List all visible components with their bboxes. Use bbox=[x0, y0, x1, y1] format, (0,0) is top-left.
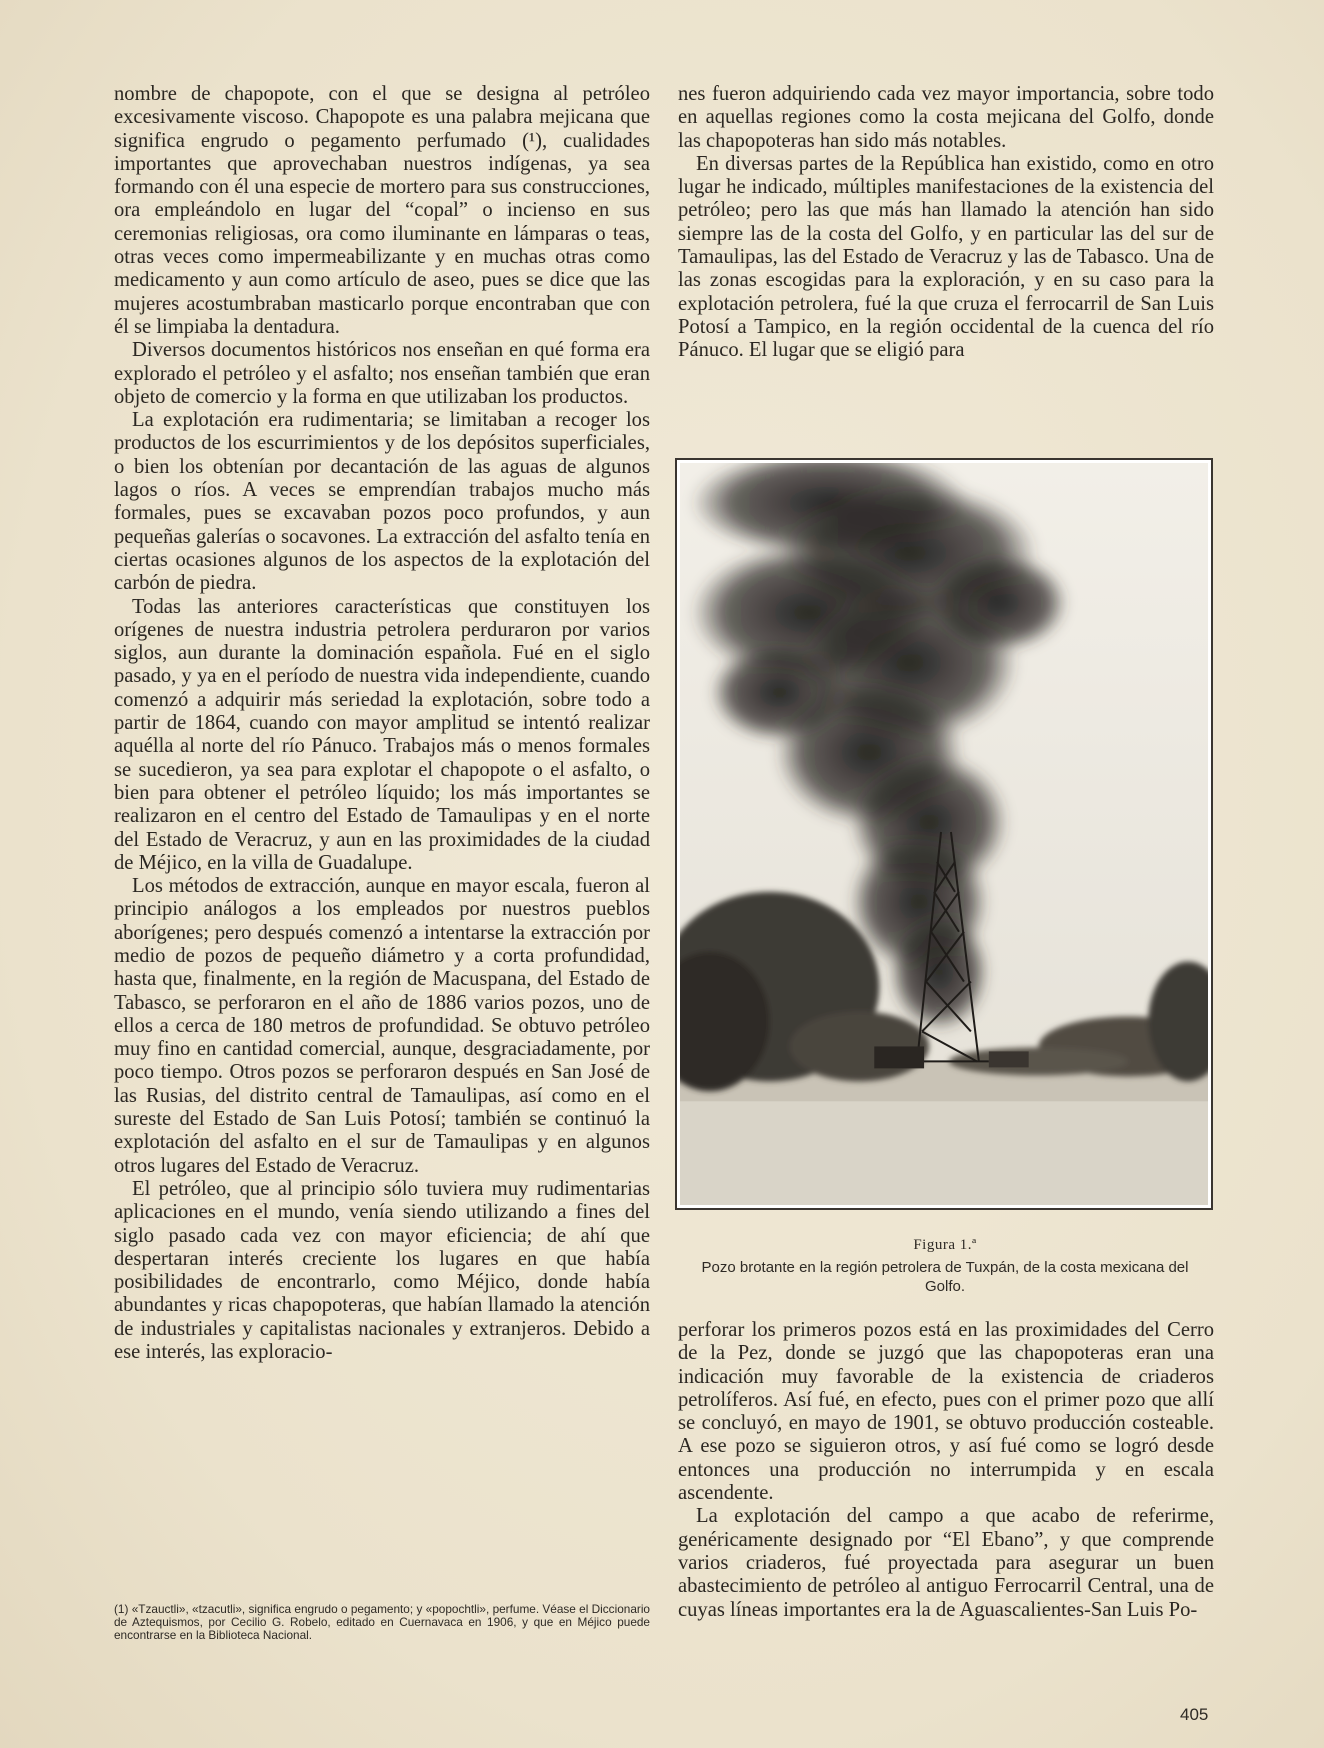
oil-gusher-photo bbox=[680, 463, 1208, 1205]
paragraph: La explotación del campo a que acabo de referirme, genéricamente designado por “El Ebano”, y que comprende varios criaderos, fué proyectada para asegurar un buen abastecimiento de petróleo al antiguo Ferrocarril Central, una de cuyas líneas importantes era la de Aguascalientes-San Luis Po- bbox=[678, 1505, 1214, 1621]
figure-caption bbox=[676, 1237, 1214, 1296]
page-number: 405 bbox=[1180, 1705, 1209, 1724]
right-column-top bbox=[678, 83, 1214, 363]
left-column bbox=[114, 83, 650, 1364]
paragraph: La explotación era rudimentaria; se limitaban a recoger los productos de los escurrimientos y de los depósitos superficiales, o bien los obtenían por decantación de las aguas de algunos lagos o ríos. A veces se emprendían trabajos mucho más formales, pues se excavaban pozos poco profundos, y aun pequeñas galerías o socavones. La extracción del asfalto tenía en ciertas ocasiones algunos de los aspectos de la explotación del carbón de piedra. bbox=[114, 409, 650, 595]
paragraph: El petróleo, que al principio sólo tuviera muy rudimentarias aplicaciones en el mundo, venía siendo utilizando a fines del siglo pasado cada vez con mayor eficiencia; de ahí que despertaran interés creciente los lugares en que había posibilidades de encontrarlo, como Méjico, donde había abundantes y ricas chapopoteras, que habían llamado la atención de industriales y capitalistas nacionales y extranjeros. Debido a ese interés, las exploracio- bbox=[114, 1177, 650, 1364]
figure-title: Figura 1.ª bbox=[913, 1237, 977, 1253]
paragraph: Los métodos de extracción, aunque en mayor escala, fueron al principio análogos a los empleados por nuestros pueblos aborígenes; pero después comenzó a intentarse la extracción por medio de pozos de pequeño diámetro y a corta profundidad, hasta que, finalmente, en la región de Macuspana, del Estado de Tabasco, se perforaron en el año de 1886 varios pozos, uno de ellos a cerca de 180 metros de profundidad. Se obtuvo petróleo muy fino en cantidad comercial, aunque, desgraciadamente, por poco tiempo. Otros pozos se perforaron después en San José de las Rusias, del distrito central de Tamaulipas, así como en el sureste del Estado de San Luis Potosí; también se continuó la explotación del asfalto en el sur de Tamaulipas y en algunos otros lugares del Estado de Veracruz. bbox=[114, 875, 650, 1177]
figure-caption-text: Pozo brotante en la región petrolera de Tuxpán, de la costa mexicana del Golfo. bbox=[701, 1259, 1189, 1295]
paragraph: En diversas partes de la República han existido, como en otro lugar he indicado, múltiples manifestaciones de la existencia del petróleo; pero las que más han llamado la atención han sido siempre las de la costa del Golfo, y en particular las del sur de Tamaulipas, las del Estado de Veracruz y las de Tabasco. Una de las zonas escogidas para la exploración, y en su caso para la explotación petrolera, fué la que cruza el ferrocarril de San Luis Potosí a Tampico, en la región occidental de la cuenca del río Pánuco. El lugar que se eligió para bbox=[678, 152, 1214, 362]
paragraph: nombre de chapopote, con el que se designa al petróleo excesivamente viscoso. Chapopote es una palabra mejicana que significa engrudo o pegamento perfumado (¹), cualidades importantes que aprovechaban nuestros indígenas, ya sea formando con él una especie de mortero para sus construcciones, ora empleándolo en lugar del “copal” o incienso en sus ceremonias religiosas, ora como iluminante en lámparas o teas, otras veces como impermeabilizante y en muchas otras como medicamento y aun como artículo de aseo, pues se dice que las mujeres acostumbraban masticarlo porque encontraban que con él se limpiaba la dentadura. bbox=[114, 83, 650, 338]
footnote: (1) «Tzauctli», «tzacutli», significa engrudo o pegamento; y «popochtli», perfume. Véase el Diccionario de Aztequismos, por Cecilio G. Robelo, editado en Cuernavaca en 1906, y que en Méjico puede encontrarse en la Biblioteca Nacional. bbox=[114, 1602, 650, 1643]
right-column-bottom bbox=[678, 1319, 1214, 1622]
paragraph: Todas las anteriores características que constituyen los orígenes de nuestra industria petrolera perduraron por varios siglos, aun durante la dominación española. Fué en el siglo pasado, y ya en el período de nuestra vida independiente, cuando comenzó a adquirir más seriedad la explotación, sobre todo a partir de 1864, cuando con mayor amplitud se intentó realizar aquélla al norte del río Pánuco. Trabajos más o menos formales se sucedieron, ya sea para explotar el chapopote o el asfalto, o bien para obtener el petróleo líquido; los más importantes se realizaron en el centro del Estado de Tamaulipas y en el norte del Estado de Veracruz, y aun en las proximidades de la ciudad de Méjico, en la villa de Guadalupe. bbox=[114, 595, 650, 874]
paragraph: Diversos documentos históricos nos enseñan en qué forma era explorado el petróleo y el asfalto; nos enseñan también que eran objeto de comercio y la forma en que utilizaban los productos. bbox=[114, 339, 650, 408]
figure-photo-frame bbox=[675, 458, 1213, 1210]
oil-gusher-image bbox=[680, 463, 1208, 1205]
paragraph: nes fueron adquiriendo cada vez mayor importancia, sobre todo en aquellas regiones como la costa mejicana del Golfo, donde las chapopoteras han sido más notables. bbox=[678, 83, 1214, 152]
paragraph: perforar los primeros pozos está en las proximidades del Cerro de la Pez, donde se juzgó que las chapopoteras eran una indicación muy favorable de la existencia de criaderos petrolíferos. Así fué, en efecto, pues con el primer pozo que allí se concluyó, en mayo de 1901, se obtuvo producción costeable. A ese pozo se siguieron otros, y así fué como se logró desde entonces una producción no interrumpida y en escala ascendente. bbox=[678, 1319, 1214, 1505]
